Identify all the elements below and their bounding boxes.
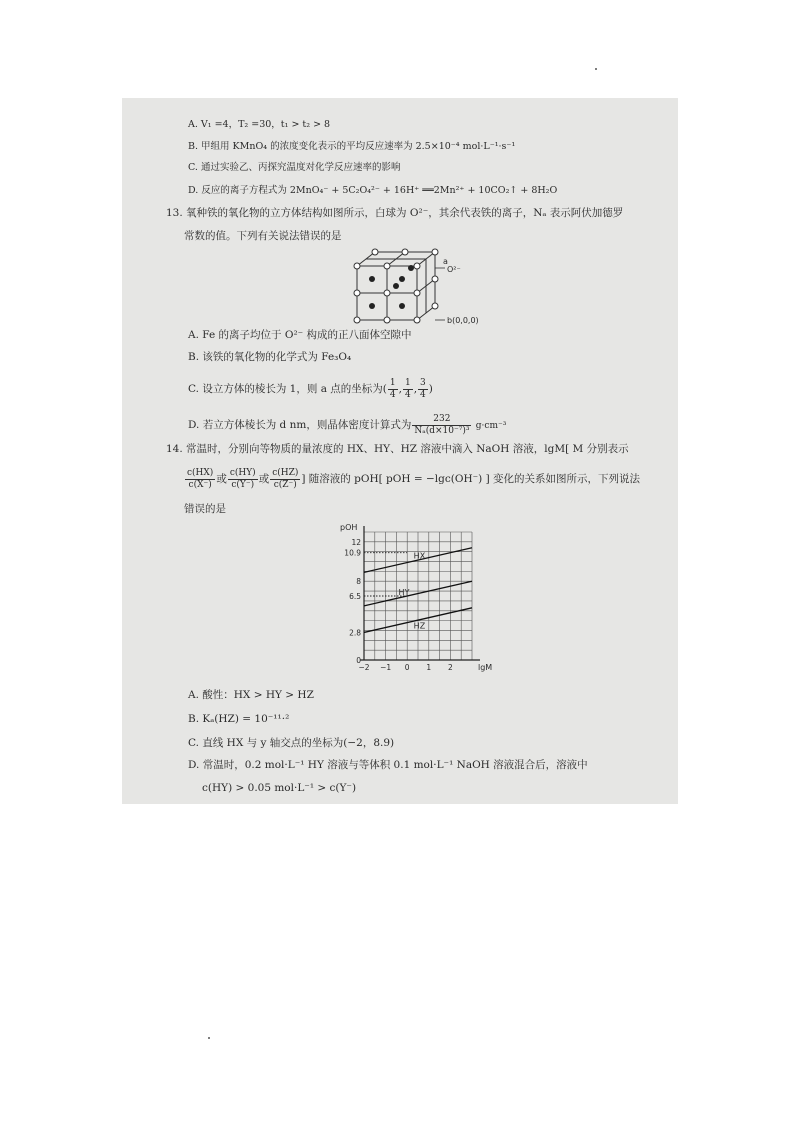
q14-pOH-chart bbox=[334, 520, 534, 680]
ratio-hx: $\frac{c(HX)}{c(X^-)}$ bbox=[187, 467, 214, 490]
series-label-hy: HY bbox=[398, 588, 410, 598]
q13-option-a: A. Fe 的离子均位于 O²⁻ 构成的正八面体空隙中 bbox=[188, 329, 412, 341]
q13-stem-line2: 常数的值。下列有关说法错误的是 bbox=[184, 230, 342, 242]
q14-option-a: A. 酸性：HX > HY > HZ bbox=[188, 689, 314, 701]
y-tick-label: 12 bbox=[351, 537, 361, 547]
q14-option-d-line1: D. 常温时，0.2 mol·L⁻¹ HY 溶液与等体积 0.1 mol·L⁻¹ NaOH 溶液混合后，溶液中 bbox=[188, 759, 588, 771]
series-label-hz: HZ bbox=[413, 621, 426, 631]
x-tick-label: 1 bbox=[426, 663, 432, 672]
document-photo bbox=[122, 98, 678, 804]
label-oxide: O²⁻ bbox=[447, 265, 461, 274]
x-tick-label: −2 bbox=[358, 663, 370, 672]
y-tick-label: 10.9 bbox=[344, 548, 361, 558]
fraction-2: $\frac{1}{4}$ bbox=[404, 377, 411, 400]
y-tick-label: 8 bbox=[356, 577, 361, 587]
q14-stem-line2-text: ] 随溶液的 pOH[ pOH = −lgc(OH⁻) ] 变化的关系如图所示，下列说法 bbox=[301, 473, 641, 485]
fraction-3: $\frac{3}{4}$ bbox=[420, 377, 426, 400]
y-tick-label: 6.5 bbox=[349, 592, 361, 601]
q12-option-a: A. V₁ =4，T₂ =30，t₁ > t₂ > 8 bbox=[188, 119, 331, 130]
q14-option-b: B. Kₐ(HZ) = 10⁻¹¹·² bbox=[188, 713, 290, 725]
q12-option-c: C. 通过实验乙、丙探究温度对化学反应速率的影响 bbox=[188, 162, 401, 173]
density-unit: g·cm⁻³ bbox=[475, 421, 507, 431]
q13-option-d bbox=[188, 410, 506, 441]
x-tick-label: −1 bbox=[380, 663, 392, 672]
q13-option-b: B. 该铁的氧化物的化学式为 Fe₃O₄ bbox=[188, 351, 352, 363]
q14-stem-line2: $\frac{c(HX)}{c(X^-)}$ 或 $\frac{c(HY)}{c(Y^-)}$ 或 $\frac{c(HZ)}{c(Z^-)}$ ] 随溶液的 pOH[ pOH = −lgc(OH⁻) ] 变化的关系如图所示，下列说法 bbox=[187, 467, 641, 490]
q12-option-d: D. 反应的离子方程式为 2MnO₄⁻ + 5C₂O₄²⁻ + 16H⁺ ══2Mn²⁺ + 10CO₂↑ + 8H₂O bbox=[188, 185, 558, 196]
q14-option-d-line2: c(HY) > 0.05 mol·L⁻¹ > c(Y⁻) bbox=[202, 782, 357, 794]
series-label-hx: HX bbox=[413, 551, 426, 561]
q13-crystal-figure bbox=[347, 246, 517, 326]
q14-stem-line3: 错误的是 bbox=[184, 503, 226, 515]
y-axis-label: pOH bbox=[340, 523, 358, 532]
label-a: a bbox=[443, 257, 448, 266]
y-tick-label: 2.8 bbox=[349, 628, 361, 638]
density-fraction: $\frac{232}{\text{Nₐ(d×10⁻⁷)³}}$ bbox=[414, 413, 470, 436]
x-axis-label: lgM bbox=[478, 663, 493, 672]
ratio-hy: $\frac{c(HY)}{c(Y^-)}$ bbox=[229, 467, 256, 490]
q14-option-c: C. 直线 HX 与 y 轴交点的坐标为(−2，8.9) bbox=[188, 737, 395, 749]
q13-option-c-text: C. 设立方体的棱长为 1，则 a 点的坐标为( bbox=[188, 383, 387, 395]
ratio-hz: $\frac{c(HZ)}{c(Z^-)}$ bbox=[272, 467, 299, 490]
q12-option-b: B. 甲组用 KMnO₄ 的浓度变化表示的平均反应速率为 2.5×10⁻⁴ mol·L⁻¹·s⁻¹ bbox=[188, 141, 516, 152]
speck-bottom bbox=[208, 1037, 210, 1039]
x-tick-label: 0 bbox=[404, 663, 410, 672]
speck-top bbox=[595, 68, 597, 70]
fraction-1: $\frac{1}{4}$ bbox=[389, 377, 396, 400]
label-b: b(0,0,0) bbox=[447, 316, 479, 325]
y-tick-label: 0 bbox=[356, 656, 361, 665]
q13-stem-line1: 13. 氧种铁的氧化物的立方体结构如图所示，白球为 O²⁻，其余代表铁的离子，Nₐ 表示阿伏加德罗 bbox=[166, 207, 624, 219]
q13-option-d-text: D. 若立方体棱长为 d nm，则晶体密度计算式为 bbox=[188, 419, 412, 431]
x-tick-label: 2 bbox=[448, 663, 453, 672]
q13-option-c: C. 设立方体的棱长为 1，则 a 点的坐标为( $\frac{1}{4}$ , $\frac{1}{4}$ , $\frac{3}{4}$ ) bbox=[188, 377, 433, 400]
q14-stem-line1: 14. 常温时，分别向等物质的量浓度的 HX、HY、HZ 溶液中滴入 NaOH 溶液，lgM[ M 分别表示 bbox=[166, 443, 629, 455]
